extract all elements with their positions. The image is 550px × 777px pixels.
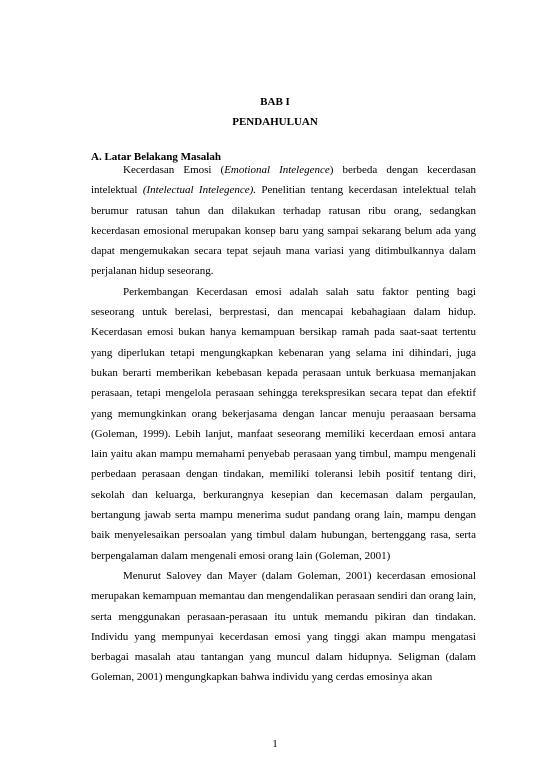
- text-run: Menurut Salovey dan Mayer (dalam Goleman, 2001) kecerdasan emosional merupakan kemampuan memantau dan mengendalikan perasaan sendiri dan orang lain, serta menggunakan perasaan-perasaan itu untuk memandu pikiran dan tindakan. Individu yang mempunyai kecerdasan emosi yang tinggi akan mampu mengatasi berbagai masalah atau tantangan yang muncul dalam hidupnya. Seligman (dalam Goleman, 2001) mengungkapkan bahwa individu yang cerdas emosinya akan: [91, 569, 476, 684]
- paragraph: [91, 566, 476, 688]
- text-run: Kecerdasan Emosi (: [123, 164, 225, 176]
- text-run: Penelitian tentang kecerdasan intelektual telah berumur ratusan tahun dan dilakukan terhadap ratusan ribu orang, sedangkan kecerdasan emosional merupakan konsep baru yang sampai sekarang belum ada yang dapat mengemukakan secara tepat sejauh mana variasi yang ditimbulkannya dalam perjalanan hidup seseorang.: [91, 184, 476, 278]
- text-run: Perkembangan Kecerdasan emosi adalah salah satu faktor penting bagi seseorang untuk berelasi, berprestasi, dan mencapai kebahagiaan dalam hidup. Kecerdasan emosi bukan hanya kemampuan bersikap ramah pada saat-saat tertentu yang diperlukan tetapi mengungkapkan kebenaran yang selama ini dihindari, juga bukan berarti memberikan kebebasan kepada perasaan untuk berkuasa memanjakan perasaan, tetapi mengelola perasaan sehingga terekspresikan secara tepat dan efektif yang memungkinkan orang bekerjasama dengan lancar menuju peraasaan bersama (Goleman, 1999). Lebih lanjut, manfaat seseorang memiliki kecerdaan emosi antara lain yaitu akan mampu memahami penyebab perasaan yang timbul, mampu mengenali perbedaan perasaan dengan tindakan, memiliki toleransi lebih positif tentang diri, sekolah dan keluarga, berkurangnya kesepian dan kecemasan dalam pergaulan, bertangung jawab serta mampu menerima sudut pandang orang lain, mampu dengan baik menyelesaikan persoalan yang timbul dalam hubungan, bertenggang rasa, serta berpengalaman dalam mengenali emosi orang lain (Goleman, 2001): [91, 285, 476, 562]
- chapter-number: BAB I: [260, 96, 290, 108]
- body-text: [91, 160, 476, 688]
- text-run: ) berbeda dengan kecerdasan intelektual: [91, 164, 477, 197]
- paragraph: [91, 282, 476, 566]
- paragraph: [91, 160, 476, 282]
- italic-term: Emotional Intelegence: [224, 164, 330, 176]
- section-heading: A. Latar Belakang Masalah: [91, 151, 221, 163]
- italic-term: (Intelectual Intelegence).: [142, 184, 257, 197]
- page-number: 1: [272, 738, 278, 750]
- chapter-title: PENDAHULUAN: [232, 116, 318, 128]
